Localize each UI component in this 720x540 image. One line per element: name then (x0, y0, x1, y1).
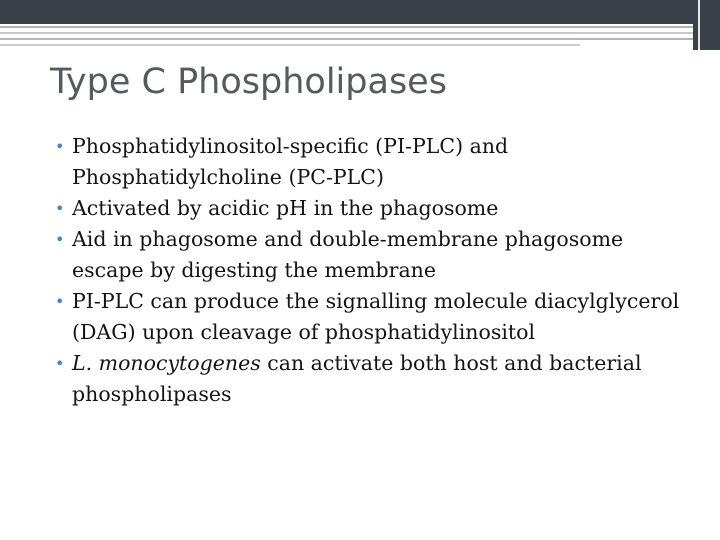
bullet-list (52, 131, 692, 410)
bullet-item (52, 286, 692, 348)
species-name: L. monocytogenes (72, 351, 261, 375)
bullet-text: Aid in phagosome and double-membrane phagosome escape by digesting the membrane (72, 227, 624, 282)
bullet-icon: • (55, 354, 65, 373)
decorative-header-lines (0, 24, 693, 50)
bullet-icon: • (55, 230, 65, 249)
bullet-icon: • (55, 199, 65, 218)
bullet-item (52, 131, 692, 193)
top-right-divider-line (698, 0, 700, 50)
bullet-text: can activate both host and bacterial phospholipases (72, 351, 642, 406)
top-header-bar (0, 0, 720, 24)
bullet-icon: • (55, 292, 65, 311)
bullet-item (52, 193, 692, 224)
bullet-icon: • (55, 137, 65, 156)
bullet-text: PI-PLC can produce the signalling molecule diacylglycerol (DAG) upon cleavage of phosphatidylinositol (72, 289, 680, 344)
bullet-item (52, 224, 692, 286)
bullet-text: Activated by acidic pH in the phagosome (72, 196, 499, 220)
bullet-item (52, 348, 692, 410)
bullet-text: Phosphatidylinositol-specific (PI-PLC) and Phosphatidylcholine (PC-PLC) (72, 134, 509, 189)
slide-title: Type C Phospholipases (50, 62, 447, 102)
